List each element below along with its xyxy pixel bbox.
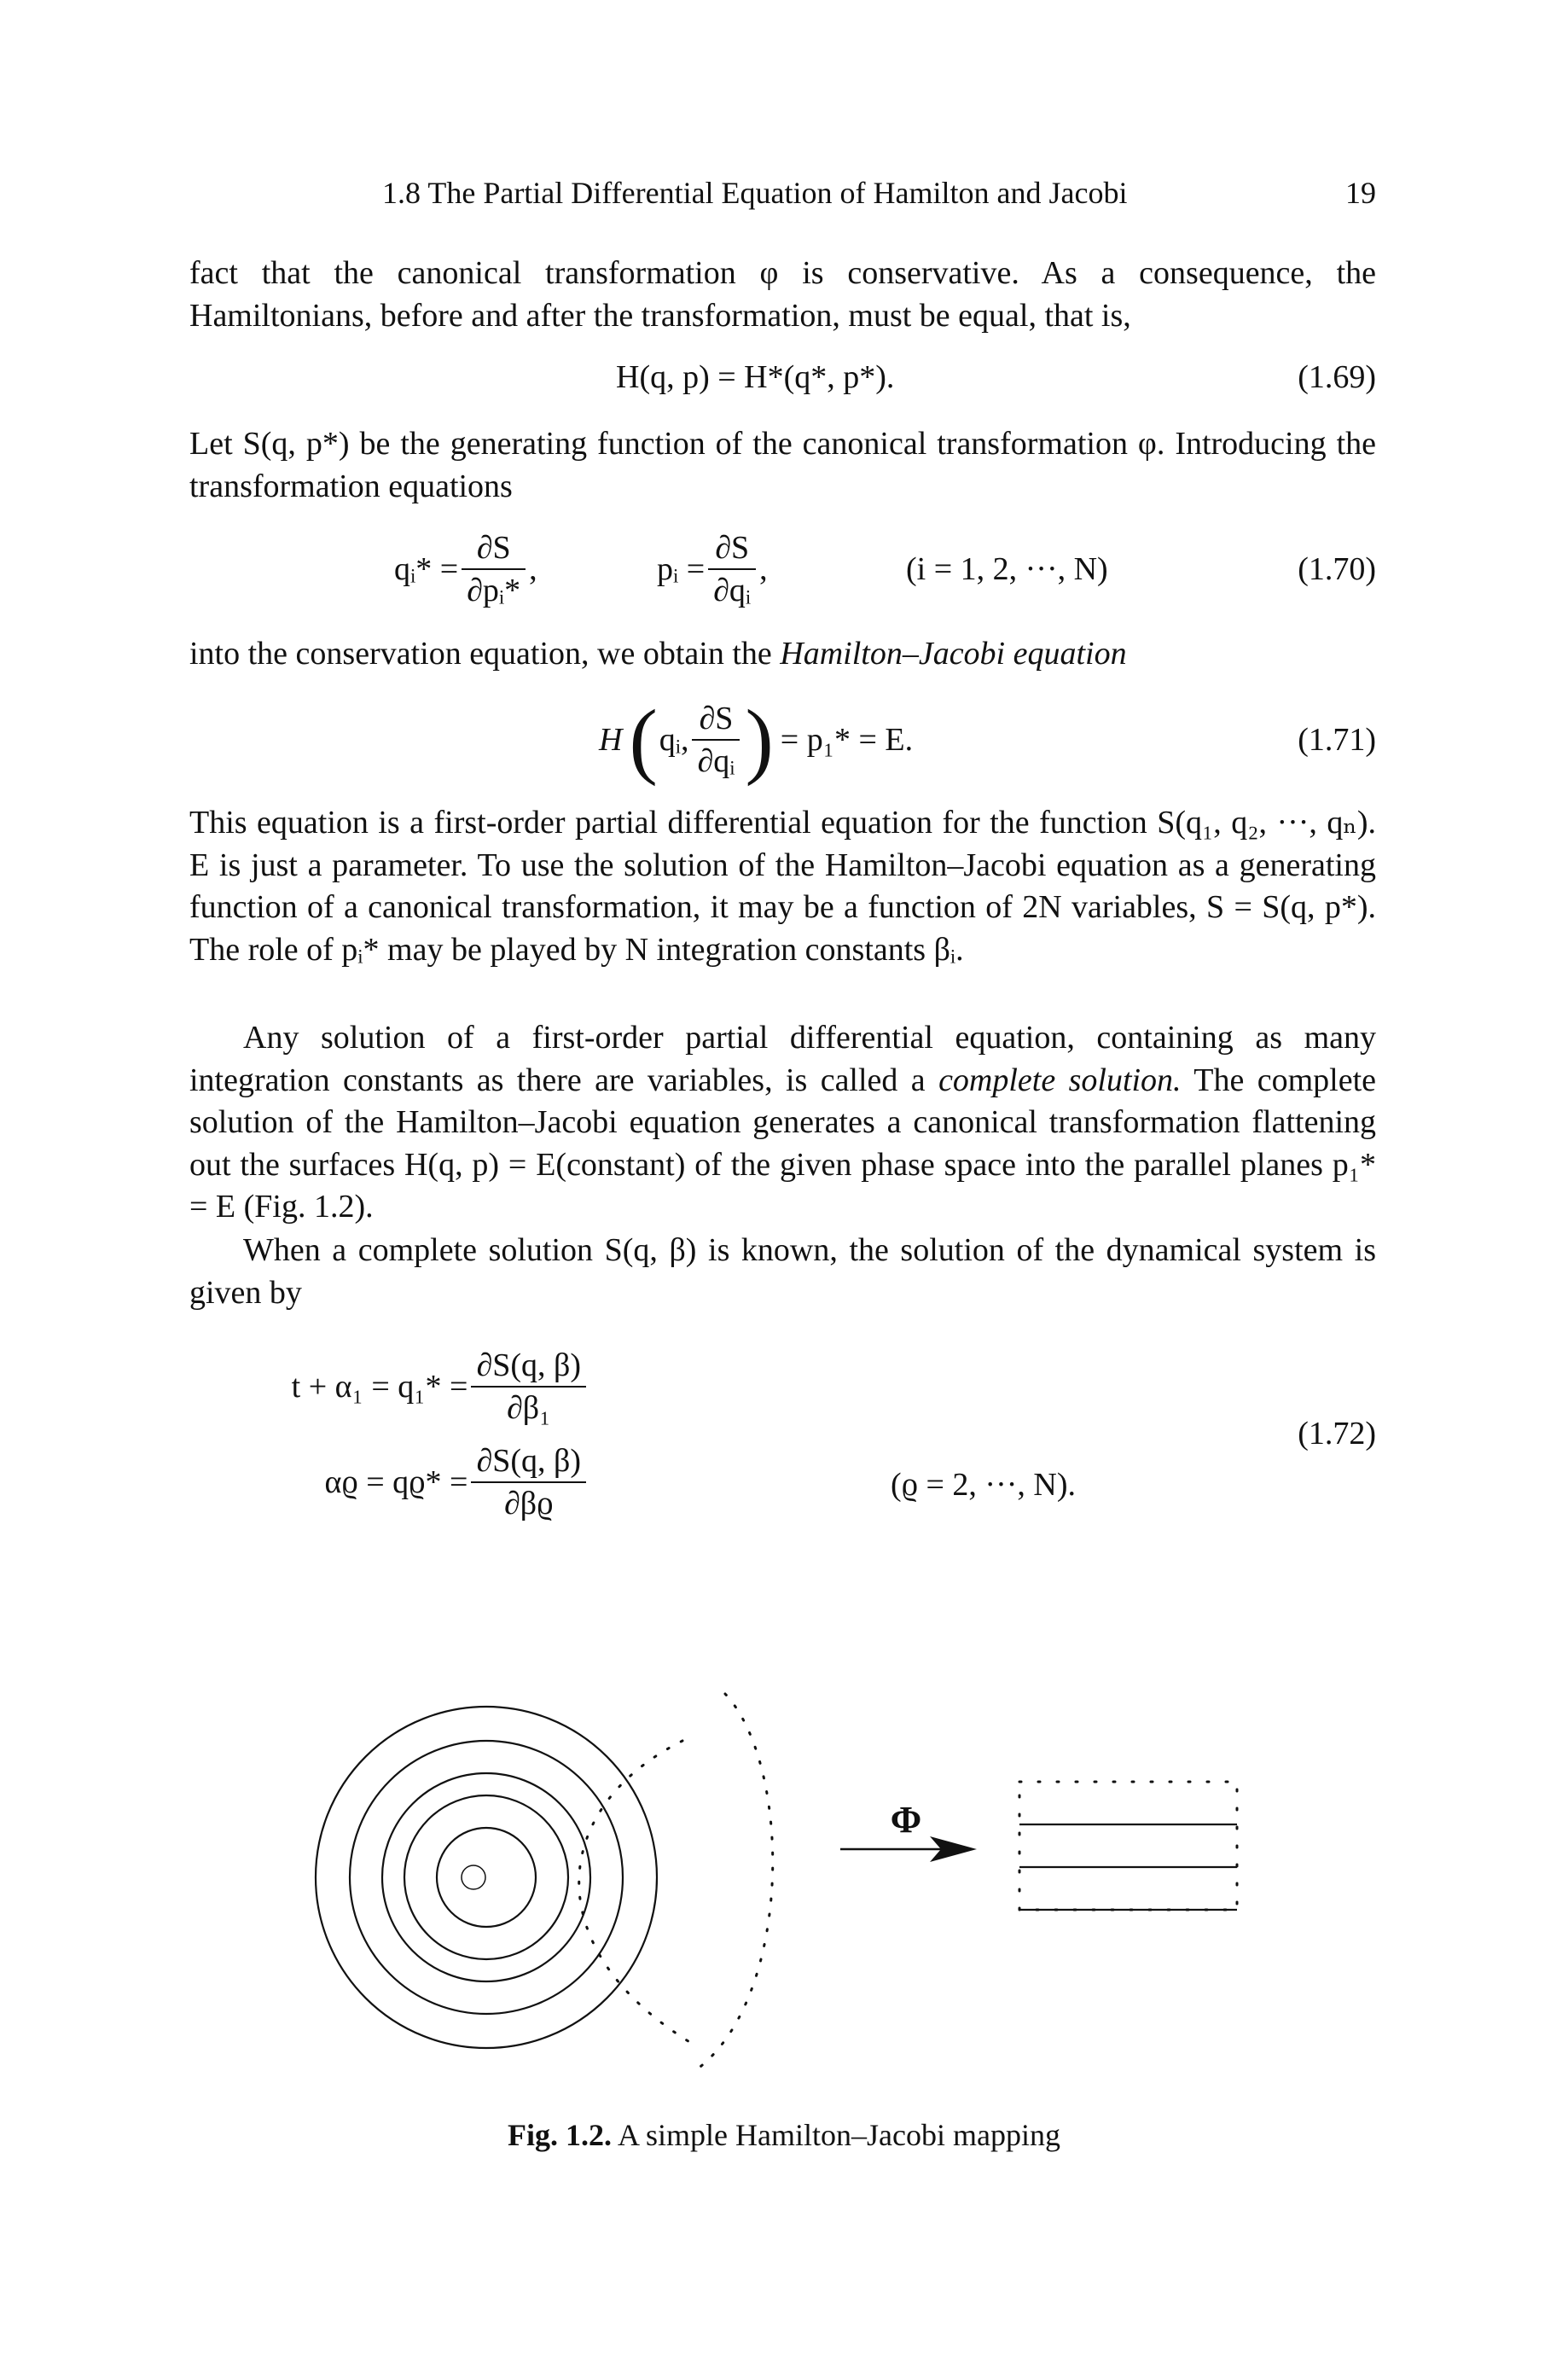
dotted-boundary-inner xyxy=(579,1741,700,2048)
q-star-lhs: qᵢ* = xyxy=(394,551,459,587)
denominator: ∂βϱ xyxy=(503,1486,554,1521)
dotted-boundary-outer xyxy=(691,1694,773,2074)
figure-caption xyxy=(0,2117,1568,2153)
hamiltonian-symbol: H xyxy=(599,722,623,758)
mapping-arrow xyxy=(840,1799,977,1862)
figure-hamilton-jacobi-mapping xyxy=(0,1673,1568,2185)
numerator: ∂S xyxy=(692,700,740,741)
denominator: ∂β₁ xyxy=(507,1390,551,1426)
paragraph-2: Let S(q, p*) be the generating function of the canonical transformation φ. Introducing the transformation equations xyxy=(189,426,1376,504)
numerator: ∂S(q, β) xyxy=(471,1442,586,1483)
energy-surface-circle xyxy=(316,1707,657,2048)
equation-1-72 xyxy=(189,1340,1376,1536)
argument: qᵢ, xyxy=(659,722,689,758)
concentric-energy-surfaces xyxy=(316,1707,657,2048)
line2-lhs: αϱ = qϱ* = xyxy=(324,1464,468,1500)
energy-surface-circle xyxy=(404,1795,568,1959)
paragraph-5-text-b: The complete solution of the Hamilton–Jacobi equation generates a canonical transformation flattening out the surfaces H(q, p) = E(constant) of the given phase space into the parallel planes p₁* = E (Fig. 1.2). xyxy=(189,1062,1376,1225)
denominator: ∂qᵢ xyxy=(697,743,735,779)
fraction-dS-dp xyxy=(462,529,526,609)
line1-lhs: t + α₁ = q₁* = xyxy=(291,1369,468,1405)
paragraph-3-emphasis: Hamilton–Jacobi equation xyxy=(780,636,1127,672)
caption-text: A simple Hamilton–Jacobi mapping xyxy=(618,2118,1060,2152)
equation-body: H(q, p) = H*(q*, p*). xyxy=(616,359,895,395)
p-lhs: pᵢ = xyxy=(657,551,706,587)
numerator: ∂S xyxy=(708,529,756,570)
fraction-line2 xyxy=(471,1442,586,1522)
fraction-dS-dq xyxy=(692,700,740,780)
equation-1-71: H ( qᵢ, $\frac{\partial S}{\text{∂qᵢ}}$ ) = p₁* = E. (1.71) xyxy=(599,692,1376,787)
equation-1-70: qᵢ* = $\frac{\partial S}{\text{∂pᵢ*}}$ , pᵢ = $\frac{\partial S}{\text{∂qᵢ}}$ , (i = 1, 2, ···, N) (1.70) xyxy=(394,530,1376,608)
equation-number: (1.72) xyxy=(1298,1416,1376,1452)
numerator: ∂S(q, β) xyxy=(471,1347,586,1388)
paragraph-3-text: into the conservation equation, we obtain the xyxy=(189,636,772,672)
fraction-dS-dq xyxy=(708,529,756,609)
equation-number: (1.70) xyxy=(1298,551,1376,587)
dotted-phase-box xyxy=(1019,1782,1237,1910)
energy-surface-circle xyxy=(350,1741,623,2014)
page-number: 19 xyxy=(1345,176,1376,210)
equation-number: (1.71) xyxy=(1298,722,1376,758)
numerator: ∂S xyxy=(462,529,526,570)
paragraph-3 xyxy=(189,633,1376,676)
denominator: ∂qᵢ xyxy=(713,573,752,608)
running-header xyxy=(382,175,1376,211)
caption-label: Fig. 1.2. xyxy=(508,2118,613,2152)
paragraph-4: This equation is a first-order partial differential equation for the function S(q₁, q₂, ···, qₙ). E is just a parameter. To use the solution of the Hamilton–Jacobi equation as a generating function of a canonical transformation, it may be a function of 2N variables, S = S(q, p*). The role of pᵢ* may be played by N integration constants βᵢ. xyxy=(189,805,1376,968)
paragraph-5 xyxy=(189,1017,1376,1229)
equation-number: (1.69) xyxy=(1298,359,1376,395)
paragraph-5-emphasis: complete solution. xyxy=(938,1062,1182,1098)
fraction-line1 xyxy=(471,1347,586,1427)
flattened-planes xyxy=(1019,1782,1237,1910)
energy-surface-circle xyxy=(437,1828,536,1927)
paragraph-5-text-a: Any solution of a first-order partial differential equation, containing as many integration constants as there are variables, is called a xyxy=(189,1020,1376,1098)
mapping-label: Φ xyxy=(890,1799,922,1841)
rhs: = p₁* = E. xyxy=(780,722,914,758)
fixed-point-circle xyxy=(462,1865,485,1889)
denominator: ∂pᵢ* xyxy=(467,573,521,608)
index-range: (i = 1, 2, ···, N) xyxy=(906,551,1108,587)
paragraph-6: When a complete solution S(q, β) is known, the solution of the dynamical system is given by xyxy=(189,1232,1376,1311)
section-title: 1.8 The Partial Differential Equation of Hamilton and Jacobi xyxy=(382,176,1128,210)
energy-surface-circle xyxy=(382,1773,590,1981)
index-range: (ϱ = 2, ···, N). xyxy=(891,1467,1076,1503)
paragraph-1: fact that the canonical transformation φ is conservative. As a consequence, the Hamiltonians, before and after the transformation, must be equal, that is, xyxy=(189,255,1376,334)
